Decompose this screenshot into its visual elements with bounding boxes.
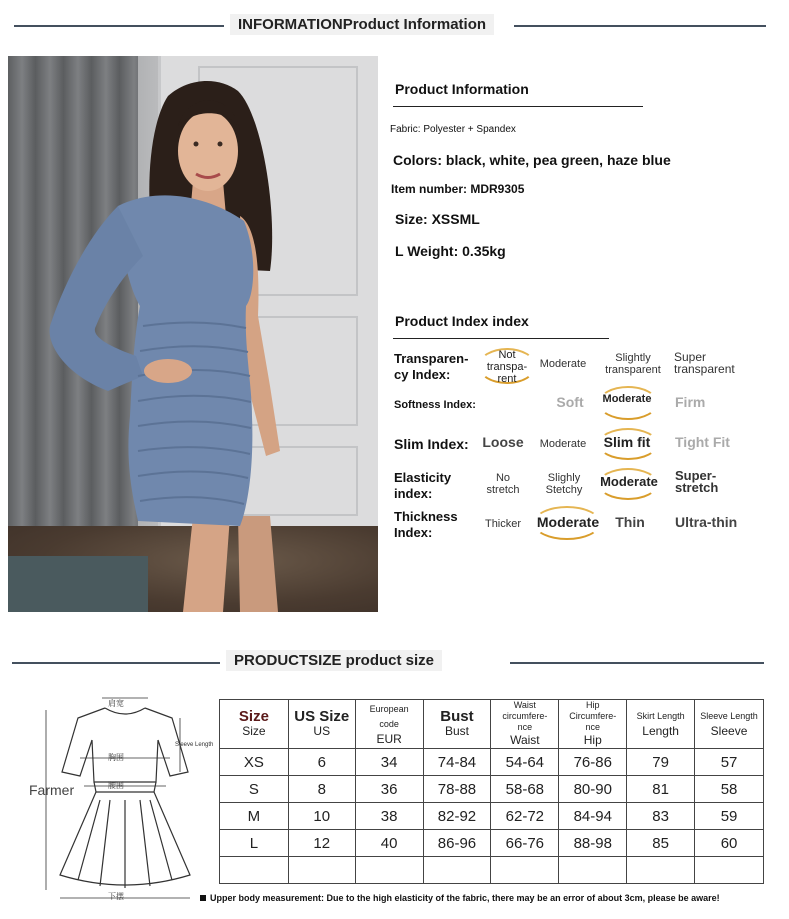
index-option: Slim fit bbox=[603, 434, 651, 450]
table-cell: 88-98 bbox=[559, 830, 627, 857]
weight-text: L Weight: 0.35kg bbox=[395, 243, 506, 259]
table-cell: 86-96 bbox=[423, 830, 491, 857]
index-option: Moderate bbox=[536, 514, 600, 530]
index-heading: Product Index index bbox=[395, 313, 529, 329]
fabric-text: Fabric: Polyester + Spandex bbox=[390, 124, 516, 135]
heading-underline bbox=[393, 106, 643, 107]
product-photo bbox=[8, 56, 378, 612]
table-cell: 40 bbox=[355, 830, 423, 857]
table-cell: 34 bbox=[355, 749, 423, 776]
table-cell: 62-72 bbox=[491, 803, 559, 830]
header-cell: Sleeve Length Sleeve bbox=[695, 700, 764, 749]
table-cell: M bbox=[220, 803, 289, 830]
table-cell: 57 bbox=[695, 749, 764, 776]
table-cell: 82-92 bbox=[423, 803, 491, 830]
colors-text: Colors: black, white, pea green, haze blue bbox=[393, 152, 671, 168]
size-table-header bbox=[220, 700, 764, 749]
table-row bbox=[220, 803, 764, 830]
header-cell: Size Size bbox=[220, 700, 289, 749]
table-cell: 12 bbox=[288, 830, 355, 857]
index-option: Thin bbox=[615, 514, 645, 530]
product-info-heading: Product Information bbox=[395, 81, 529, 97]
section-title-size: PRODUCTSIZE product size bbox=[226, 650, 442, 671]
section-title-information: INFORMATIONProduct Information bbox=[230, 14, 494, 35]
shoulder-label: 肩宽 bbox=[108, 699, 124, 708]
table-cell: XS bbox=[220, 749, 289, 776]
table-cell: 60 bbox=[695, 830, 764, 857]
index-option: Loose bbox=[482, 434, 524, 450]
index-option: Moderate bbox=[539, 438, 587, 450]
bullet-square-icon bbox=[200, 895, 206, 901]
index-option: Slighly Stetchy bbox=[545, 472, 583, 496]
index-option: Firm bbox=[675, 394, 706, 410]
table-cell bbox=[355, 857, 423, 884]
header-cell: Bust Bust bbox=[423, 700, 491, 749]
index-option: Thicker bbox=[484, 518, 522, 530]
table-cell: 76-86 bbox=[559, 749, 627, 776]
header-cell: Skirt Length Length bbox=[627, 700, 695, 749]
model-figure bbox=[8, 56, 378, 612]
table-cell: S bbox=[220, 776, 289, 803]
hem-label: 下摆 bbox=[108, 892, 124, 901]
header-rule-left bbox=[14, 25, 224, 27]
table-cell: 10 bbox=[288, 803, 355, 830]
table-cell: 6 bbox=[288, 749, 355, 776]
table-cell: 85 bbox=[627, 830, 695, 857]
header-rule-left bbox=[12, 662, 220, 664]
index-option: Moderate bbox=[539, 358, 587, 370]
table-cell: 84-94 bbox=[559, 803, 627, 830]
table-cell: L bbox=[220, 830, 289, 857]
header-rule-right bbox=[514, 25, 766, 27]
table-cell: 80-90 bbox=[559, 776, 627, 803]
table-cell: 81 bbox=[627, 776, 695, 803]
table-cell bbox=[288, 857, 355, 884]
index-option: Tight Fit bbox=[675, 434, 730, 450]
index-option: Not transpa- rent bbox=[486, 349, 528, 385]
index-option: Slightly transparent bbox=[605, 352, 661, 376]
table-row bbox=[220, 857, 764, 884]
size-table bbox=[219, 699, 764, 884]
table-cell: 58 bbox=[695, 776, 764, 803]
size-text: Size: XSSML bbox=[395, 211, 480, 227]
item-number-text: Item number: MDR9305 bbox=[391, 182, 525, 196]
table-cell: 78-88 bbox=[423, 776, 491, 803]
table-cell bbox=[220, 857, 289, 884]
header-cell: European code EUR bbox=[355, 700, 423, 749]
table-row bbox=[220, 830, 764, 857]
index-option: No stretch bbox=[486, 472, 520, 496]
header-cell: US Size US bbox=[288, 700, 355, 749]
index-heading-underline bbox=[393, 338, 609, 339]
index-option: Super- stretch bbox=[675, 468, 719, 495]
thickness-label: Thickness Index: bbox=[394, 509, 458, 540]
table-cell: 83 bbox=[627, 803, 695, 830]
table-cell bbox=[627, 857, 695, 884]
slim-label: Slim Index: bbox=[394, 436, 469, 452]
brand-label: Farmer bbox=[29, 782, 75, 798]
table-cell bbox=[695, 857, 764, 884]
header-cell: Hip Circumfere- nce Hip bbox=[559, 700, 627, 749]
table-cell bbox=[491, 857, 559, 884]
softness-label: Softness Index: bbox=[394, 399, 476, 411]
waist-label: 腰围 bbox=[108, 781, 124, 790]
table-cell: 79 bbox=[627, 749, 695, 776]
table-row bbox=[220, 749, 764, 776]
table-cell: 58-68 bbox=[491, 776, 559, 803]
index-option: Moderate bbox=[600, 474, 658, 489]
sleeve-label: Sleeve Length bbox=[175, 742, 214, 748]
table-cell bbox=[423, 857, 491, 884]
table-cell: 59 bbox=[695, 803, 764, 830]
table-cell: 66-76 bbox=[491, 830, 559, 857]
bust-label: 胸围 bbox=[108, 753, 124, 762]
table-row bbox=[220, 776, 764, 803]
table-cell: 74-84 bbox=[423, 749, 491, 776]
table-cell: 36 bbox=[355, 776, 423, 803]
header-cell: Waist circumfere- nce Waist bbox=[491, 700, 559, 749]
index-option: Super transparent bbox=[674, 350, 735, 376]
measurement-note: Upper body measurement: Due to the high elasticity of the fabric, there may be an error of about 3cm, please be aware! bbox=[200, 893, 720, 903]
transparency-label: Transparen- cy Index: bbox=[394, 351, 469, 382]
table-cell: 8 bbox=[288, 776, 355, 803]
table-cell bbox=[559, 857, 627, 884]
table-cell: 38 bbox=[355, 803, 423, 830]
index-option: Moderate bbox=[602, 393, 652, 405]
elasticity-label: Elasticity index: bbox=[394, 470, 452, 501]
index-option: Ultra-thin bbox=[675, 514, 738, 530]
table-cell: 54-64 bbox=[491, 749, 559, 776]
header-rule-right bbox=[510, 662, 764, 664]
dress-diagram bbox=[40, 690, 215, 905]
index-option: Soft bbox=[556, 394, 584, 410]
